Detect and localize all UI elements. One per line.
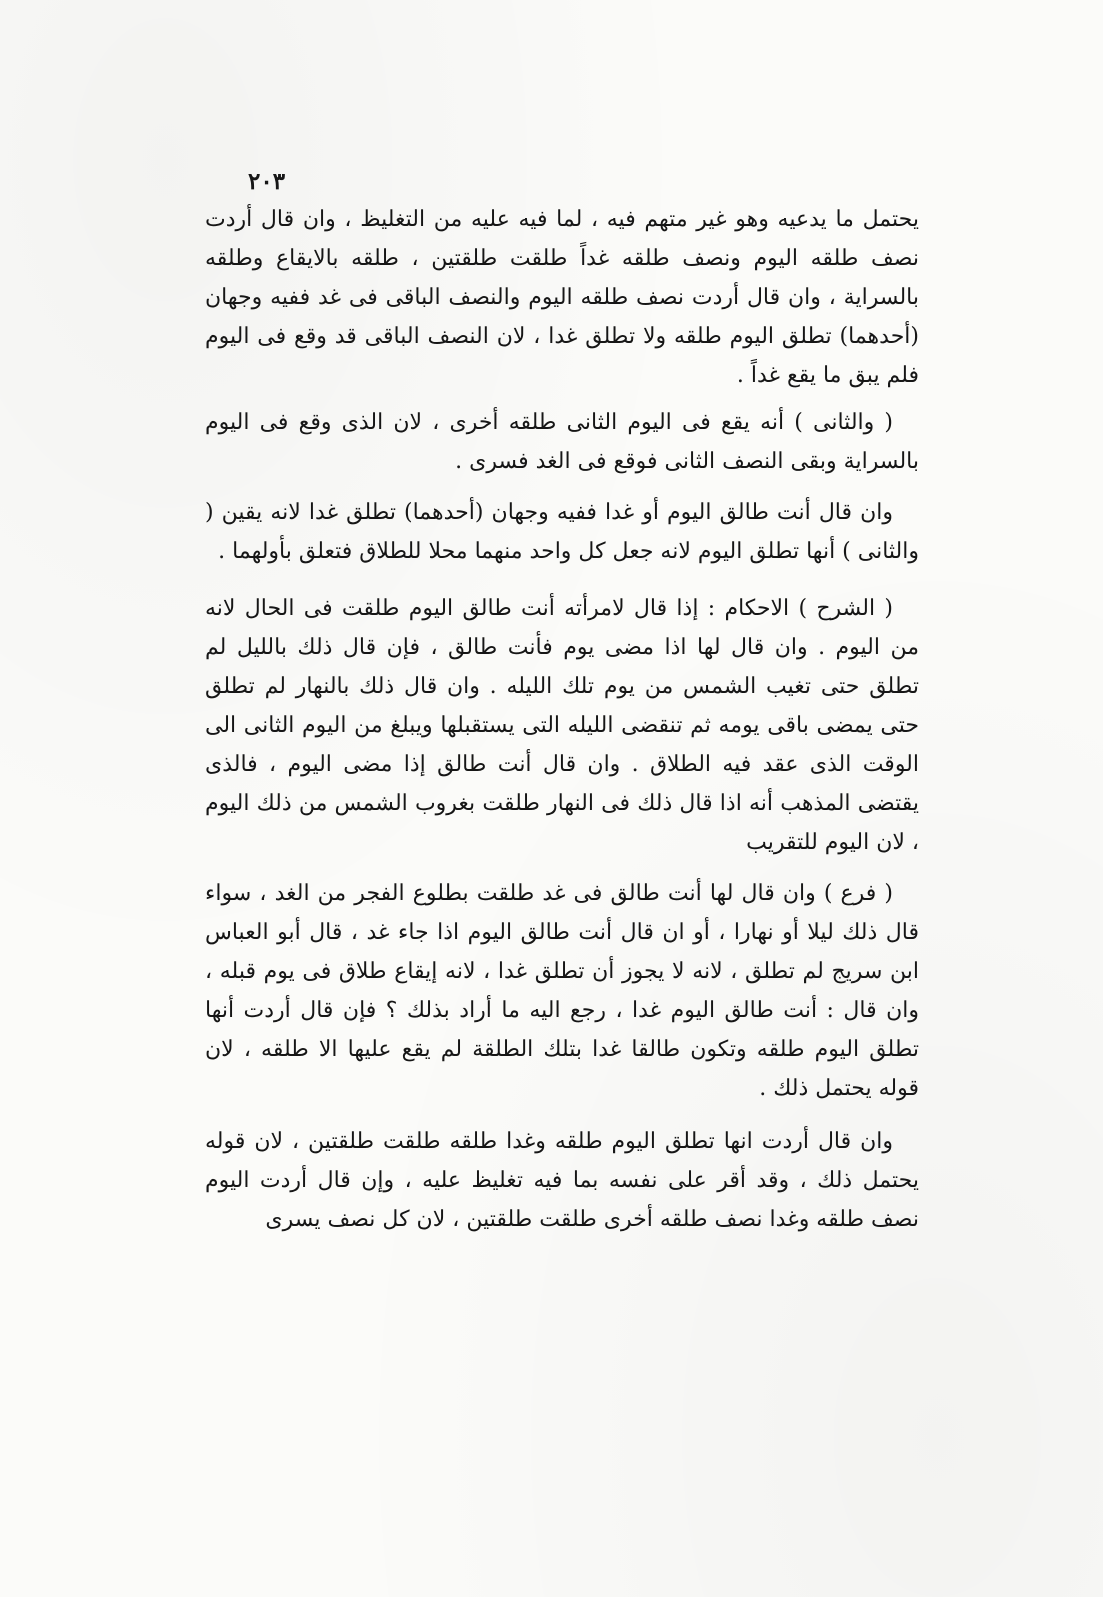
paragraph: ( والثانى ) أنه يقع فى اليوم الثانى طلقه أخرى ، لان الذى وقع فى اليوم بالسراية وبقى النصف الثانى فوقع فى الغد فسرى . [205, 410, 919, 474]
page-number: ٢٠٣ [248, 168, 286, 195]
paragraph: ( فرع ) وان قال لها أنت طالق فى غد طلقت بطلوع الفجر من الغد ، سواء قال ذلك ليلا أو نهارا ، أو ان قال أنت طالق اليوم اذا جاء غد ، قال أبو العباس ابن سريج لم تطلق ، لانه لا يجوز أن تطلق غدا ، لانه إيقاع طلاق فى يوم قبله ، وان قال : أنت طالق اليوم غدا ، رجع اليه ما أراد بذلك ؟ فإن قال أردت أنها تطلق اليوم طلقه وتكون طالقا غدا بتلك الطلقة لم يقع عليها الا طلقه ، لان قوله يحتمل ذلك . [205, 881, 919, 1101]
paragraph: وان قال أردت انها تطلق اليوم طلقه وغدا طلقه طلقت طلقتين ، لان قوله يحتمل ذلك ، وقد أقر على نفسه بما فيه تغليظ عليه ، وإن قال أردت اليوم نصف طلقه وغدا نصف طلقه أخرى طلقت طلقتين ، لان كل نصف يسرى [205, 1129, 919, 1232]
paragraph: وان قال أنت طالق اليوم أو غدا ففيه وجهان (أحدهما) تطلق غدا لانه يقين ( والثانى ) أنها تطلق اليوم لانه جعل كل واحد منهما محلا للطلاق فتعلق بأولهما . [205, 500, 919, 564]
body-text [205, 200, 919, 1239]
paragraph: ( الشرح ) الاحكام : إذا قال لامرأته أنت طالق اليوم طلقت فى الحال لانه من اليوم . وان قال لها اذا مضى يوم فأنت طالق ، فإن قال ذلك بالليل لم تطلق حتى تغيب الشمس من يوم تلك الليله . وان قال ذلك بالنهار لم تطلق حتى يمضى باقى يومه ثم تنقضى الليله التى يستقبلها ويبلغ من اليوم الثانى الى الوقت الذى عقد فيه الطلاق . وان قال أنت طالق إذا مضى اليوم ، فالذى يقتضى المذهب أنه اذا قال ذلك فى النهار طلقت بغروب الشمس من ذلك اليوم ، لان اليوم للتقريب [205, 596, 919, 855]
paragraph: يحتمل ما يدعيه وهو غير متهم فيه ، لما فيه عليه من التغليظ ، وان قال أردت نصف طلقه اليوم ونصف طلقه غداً طلقت طلقتين ، طلقه بالايقاع وطلقه بالسراية ، وان قال أردت نصف طلقه اليوم والنصف الباقى فى غد ففيه وجهان (أحدهما) تطلق اليوم طلقه ولا تطلق غدا ، لان النصف الباقى قد وقع فى اليوم فلم يبق ما يقع غداً . [205, 207, 919, 388]
